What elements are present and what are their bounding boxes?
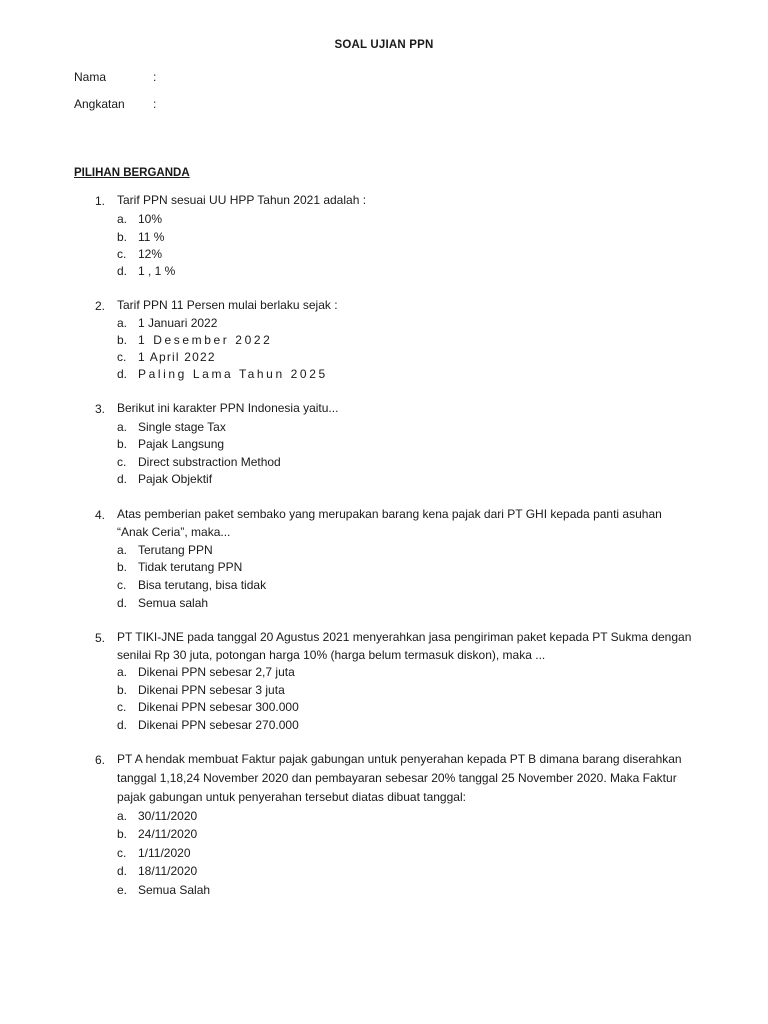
option-letter: c. bbox=[117, 846, 127, 860]
question-number: 3. bbox=[95, 402, 106, 416]
option-text: Single stage Tax bbox=[138, 420, 226, 434]
option-text: 1 Januari 2022 bbox=[138, 316, 218, 330]
option-letter: d. bbox=[117, 718, 128, 732]
option-letter: b. bbox=[117, 230, 128, 244]
option-letter: d. bbox=[117, 264, 128, 278]
question-number: 2. bbox=[95, 299, 106, 313]
option-text: 18/11/2020 bbox=[138, 864, 198, 878]
nama-label: Nama bbox=[74, 70, 107, 84]
option-letter: a. bbox=[117, 212, 128, 226]
question-number: 1. bbox=[95, 194, 106, 208]
question-text: Tarif PPN sesuai UU HPP Tahun 2021 adalah : bbox=[117, 193, 367, 207]
option-letter: c. bbox=[117, 350, 127, 364]
option-text: Terutang PPN bbox=[138, 543, 213, 557]
question-number: 6. bbox=[95, 753, 106, 767]
option-letter: b. bbox=[117, 683, 128, 697]
option-text: 1 April 2022 bbox=[138, 350, 216, 364]
question-text: Atas pemberian paket sembako yang merupakan barang kena pajak dari PT GHI kepada panti asuhan “Anak Ceria”, maka... bbox=[117, 507, 662, 539]
angkatan-label: Angkatan bbox=[74, 97, 125, 111]
option-letter: a. bbox=[117, 316, 128, 330]
question-text: Berikut ini karakter PPN Indonesia yaitu... bbox=[117, 401, 339, 415]
option-text: Paling Lama Tahun 2025 bbox=[138, 367, 328, 381]
angkatan-colon: : bbox=[153, 97, 157, 111]
option-letter: b. bbox=[117, 560, 128, 574]
section-title: PILIHAN BERGANDA bbox=[74, 167, 190, 179]
option-letter: a. bbox=[117, 420, 128, 434]
option-text: 12% bbox=[138, 247, 163, 261]
page-title: SOAL UJIAN PPN bbox=[334, 39, 434, 51]
option-letter: c. bbox=[117, 700, 127, 714]
nama-colon: : bbox=[153, 70, 157, 84]
option-letter: d. bbox=[117, 367, 128, 381]
option-text: Dikenai PPN sebesar 2,7 juta bbox=[138, 665, 295, 679]
option-text: Dikenai PPN sebesar 270.000 bbox=[138, 718, 299, 732]
question-number: 4. bbox=[95, 508, 106, 522]
option-text: 10% bbox=[138, 212, 163, 226]
option-text: Tidak terutang PPN bbox=[138, 560, 243, 574]
option-letter: c. bbox=[117, 578, 127, 592]
option-text: Dikenai PPN sebesar 300.000 bbox=[138, 700, 299, 714]
option-letter: a. bbox=[117, 543, 128, 557]
option-text: Dikenai PPN sebesar 3 juta bbox=[138, 683, 285, 697]
option-letter: d. bbox=[117, 596, 128, 610]
option-text: 11 % bbox=[138, 230, 165, 244]
option-text: Semua Salah bbox=[138, 883, 211, 897]
option-letter: e. bbox=[117, 883, 128, 897]
option-letter: b. bbox=[117, 437, 128, 451]
option-text: Direct substraction Method bbox=[138, 455, 281, 469]
option-text: Pajak Langsung bbox=[138, 437, 225, 451]
option-letter: b. bbox=[117, 827, 128, 841]
option-letter: c. bbox=[117, 455, 127, 469]
option-letter: c. bbox=[117, 247, 127, 261]
option-text: 24/11/2020 bbox=[138, 827, 198, 841]
option-text: 30/11/2020 bbox=[138, 809, 198, 823]
option-text: 1 Desember 2022 bbox=[138, 333, 273, 347]
option-text: Pajak Objektif bbox=[138, 472, 213, 486]
question-text: PT TIKI-JNE pada tanggal 20 Agustus 2021 menyerahkan jasa pengiriman paket kepada PT Sukma dengan senilai Rp 30 juta, potongan harga 10% (harga belum termasuk diskon), maka ... bbox=[117, 630, 692, 662]
option-letter: a. bbox=[117, 665, 128, 679]
option-letter: b. bbox=[117, 333, 128, 347]
option-text: Bisa terutang, bisa tidak bbox=[138, 578, 267, 592]
option-letter: d. bbox=[117, 472, 128, 486]
option-text: 1/11/2020 bbox=[138, 846, 191, 860]
option-text: Semua salah bbox=[138, 596, 209, 610]
option-letter: a. bbox=[117, 809, 128, 823]
option-letter: d. bbox=[117, 864, 128, 878]
option-text: 1 , 1 % bbox=[138, 264, 176, 278]
question-text: Tarif PPN 11 Persen mulai berlaku sejak : bbox=[117, 298, 338, 312]
question-number: 5. bbox=[95, 631, 106, 645]
question-text: PT A hendak membuat Faktur pajak gabungan untuk penyerahan kepada PT B dimana barang diserahkan tanggal 1,18,24 November 2020 dan pembayaran sebesar 20% tanggal 25 November 2020. Maka Faktur pajak gabungan untuk penyerahan tersebut diatas dibuat tanggal: bbox=[117, 752, 682, 804]
